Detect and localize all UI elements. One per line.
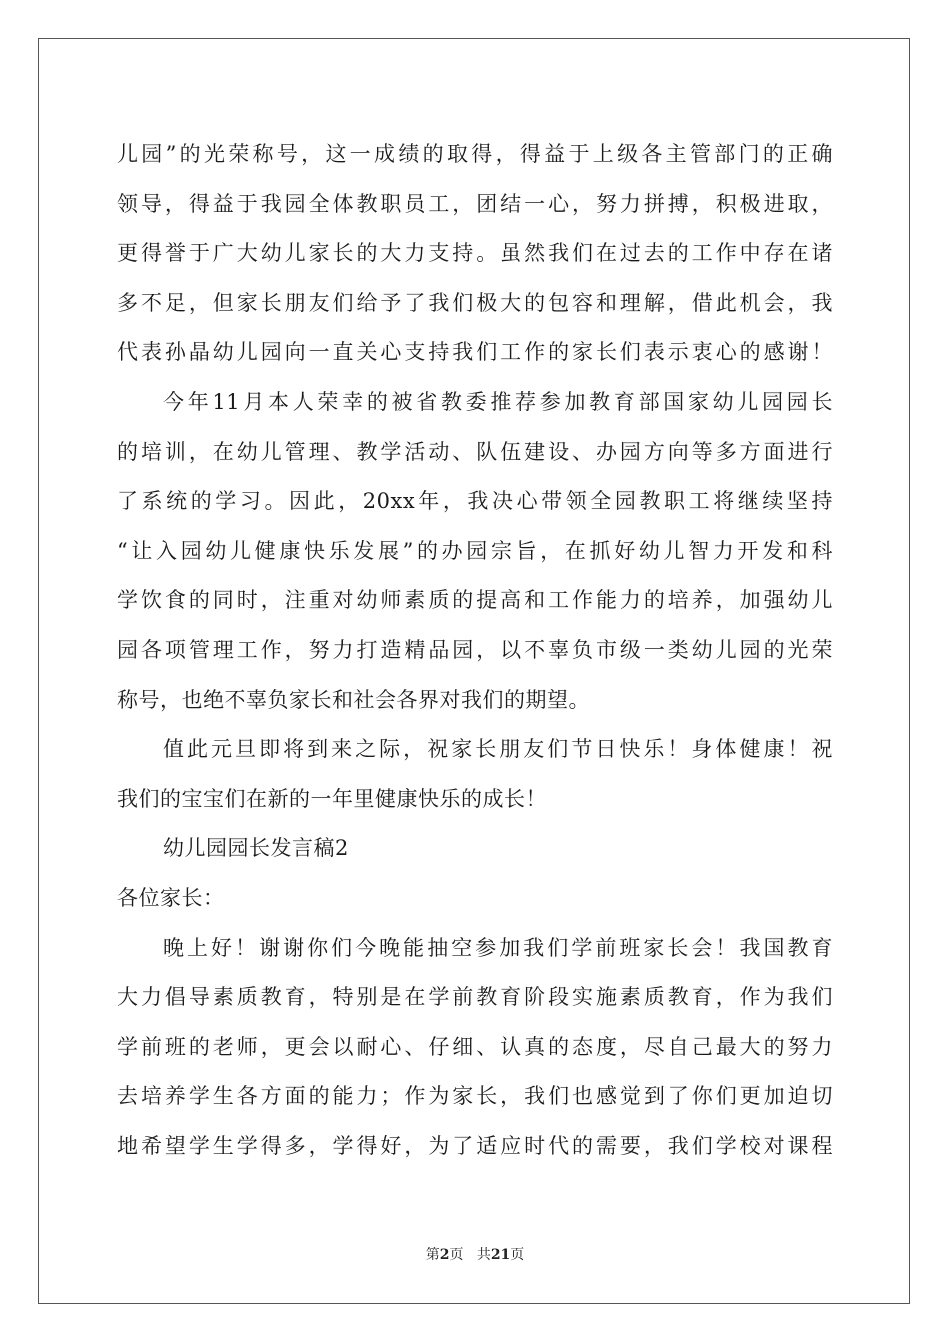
text-line: 领导，得益于我园全体教职员工，团结一心，努力拼搏，积极进取，: [117, 191, 833, 216]
current-page-number: 2: [439, 1247, 450, 1263]
text-line: “让入园幼儿健康快乐发展”的办园宗旨，在抓好幼儿智力开发和科: [117, 538, 833, 563]
text-line: 值此元旦即将到来之际，祝家长朋友们节日快乐！身体健康！祝: [163, 737, 833, 762]
text-line: 我们的宝宝们在新的一年里健康快乐的成长！: [117, 786, 547, 811]
text-line: 晚上好！谢谢你们今晚能抽空参加我们学前班家长会！我国教育: [163, 935, 833, 960]
text-line: 今年11月本人荣幸的被省教委推荐参加教育部国家幼儿园园长: [163, 389, 833, 414]
page-prefix: 第: [425, 1247, 440, 1263]
text-line: 各位家长：: [117, 885, 225, 910]
text-line: 代表孙晶幼儿园向一直关心支持我们工作的家长们表示衷心的感谢！: [117, 340, 833, 365]
page-footer: [0, 1244, 950, 1264]
text-line: 儿园”的光荣称号，这一成绩的取得，得益于上级各主管部门的正确: [117, 142, 833, 166]
total-suffix: 页: [510, 1247, 525, 1263]
text-line: 去培养学生各方面的能力；作为家长，我们也感觉到了你们更加迫切: [117, 1084, 833, 1109]
text-line: 的培训，在幼儿管理、教学活动、队伍建设、办园方向等多方面进行: [117, 439, 833, 464]
text-line: 了系统的学习。因此，20xx年，我决心带领全园教职工将继续坚持: [117, 489, 833, 514]
text-line: 园各项管理工作，努力打造精品园，以不辜负市级一类幼儿园的光荣: [117, 637, 833, 662]
document-body: [117, 130, 833, 1171]
total-prefix: 共: [476, 1247, 491, 1263]
total-page-number: 21: [490, 1247, 511, 1263]
text-line: 学前班的老师，更会以耐心、仔细、认真的态度，尽自己最大的努力: [117, 1034, 833, 1059]
text-line: 称号，也绝不辜负家长和社会各界对我们的期望。: [117, 687, 590, 712]
page-suffix: 页: [449, 1247, 464, 1263]
text-line: 更得誉于广大幼儿家长的大力支持。虽然我们在过去的工作中存在诸: [117, 241, 833, 266]
text-line: 多不足，但家长朋友们给予了我们极大的包容和理解，借此机会，我: [117, 290, 833, 315]
section-heading: 幼儿园园长发言稿2: [163, 836, 349, 861]
text-line: 学饮食的同时，注重对幼师素质的提高和工作能力的培养，加强幼儿: [117, 588, 833, 613]
text-line: 大力倡导素质教育，特别是在学前教育阶段实施素质教育，作为我们: [117, 985, 833, 1010]
text-line: 地希望学生学得多，学得好，为了适应时代的需要，我们学校对课程: [117, 1133, 833, 1158]
